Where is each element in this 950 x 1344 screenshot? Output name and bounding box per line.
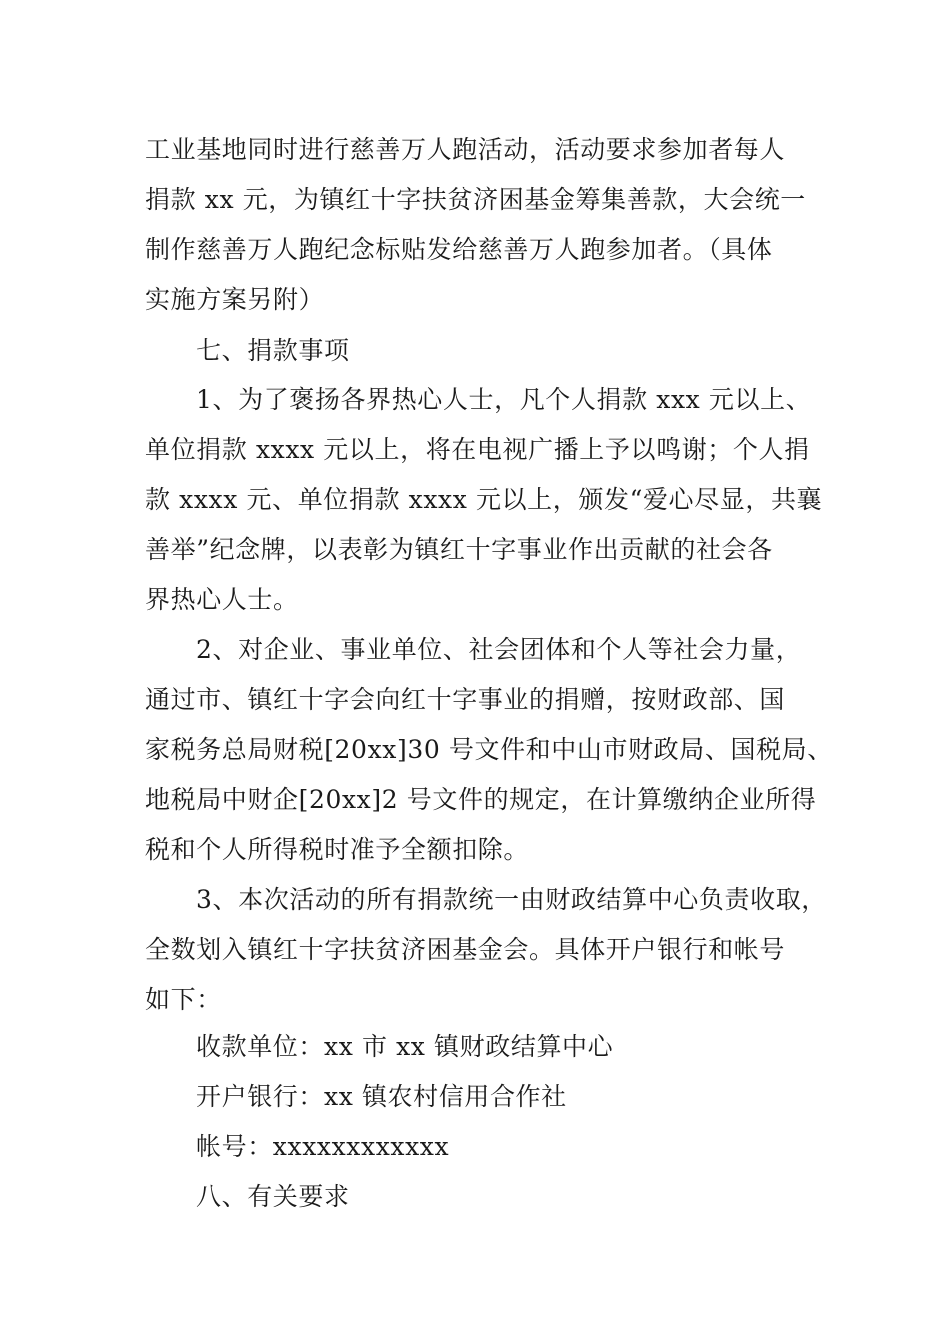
paragraph-line: 家税务总局财税[20xx]30 号文件和中山市财政局、国税局、 <box>145 735 833 764</box>
paragraph-line: 3、本次活动的所有捐款统一由财政结算中心负责收取， <box>196 885 827 914</box>
bank-line: 开户银行：xx 镇农村信用合作社 <box>196 1082 567 1111</box>
section-heading-requirements: 八、有关要求 <box>196 1182 350 1211</box>
paragraph-line: 2、对企业、事业单位、社会团体和个人等社会力量， <box>196 635 802 664</box>
paragraph-line: 善举”纪念牌，以表彰为镇红十字事业作出贡献的社会各 <box>145 535 773 564</box>
paragraph-line: 如下： <box>145 985 222 1014</box>
paragraph-line: 全数划入镇红十字扶贫济困基金会。具体开户银行和帐号 <box>145 935 786 964</box>
paragraph-line: 捐款 xx 元，为镇红十字扶贫济困基金筹集善款，大会统一 <box>145 185 806 214</box>
paragraph-line: 实施方案另附） <box>145 285 325 314</box>
payee-line: 收款单位：xx 市 xx 镇财政结算中心 <box>196 1032 614 1061</box>
section-heading-donation-matters: 七、捐款事项 <box>196 336 350 365</box>
paragraph-line: 单位捐款 xxxx 元以上，将在电视广播上予以鸣谢；个人捐 <box>145 435 810 464</box>
paragraph-line: 地税局中财企[20xx]2 号文件的规定，在计算缴纳企业所得 <box>145 785 817 814</box>
paragraph-line: 界热心人士。 <box>145 585 299 614</box>
paragraph-line: 款 xxxx 元、单位捐款 xxxx 元以上，颁发“爱心尽显，共襄 <box>145 485 823 514</box>
paragraph-line: 1、为了褒扬各界热心人士，凡个人捐款 xxx 元以上、 <box>196 385 812 414</box>
paragraph-line: 税和个人所得税时准予全额扣除。 <box>145 835 530 864</box>
paragraph-line: 制作慈善万人跑纪念标贴发给慈善万人跑参加者。（具体 <box>145 235 773 264</box>
account-line: 帐号：xxxxxxxxxxxx <box>196 1132 450 1161</box>
paragraph-line: 工业基地同时进行慈善万人跑活动，活动要求参加者每人 <box>145 135 786 164</box>
paragraph-line: 通过市、镇红十字会向红十字事业的捐赠，按财政部、国 <box>145 685 786 714</box>
